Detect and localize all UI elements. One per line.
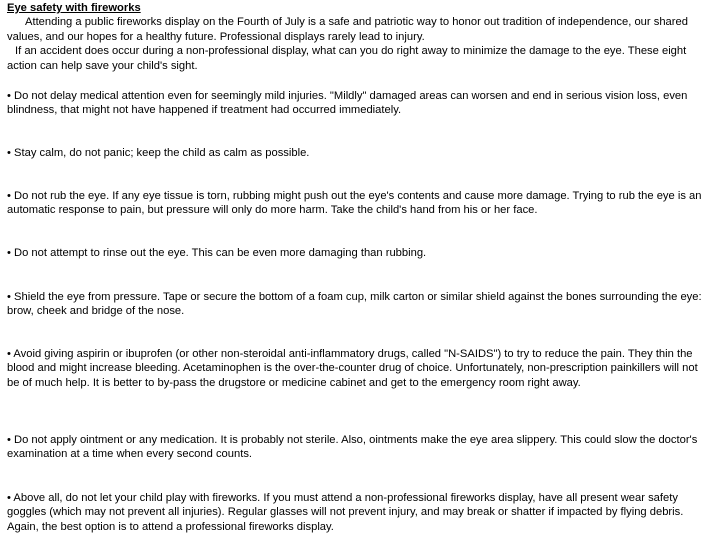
bullet-item: • Do not rub the eye. If any eye tissue is torn, rubbing might push out the eye's contents and cause more damage. Trying to rub the eye is an automatic response to pain, but pressure will only do more harm. Take the child's hand from his or her face. bbox=[7, 190, 702, 217]
bullet-item: • Stay calm, do not panic; keep the child as calm as possible. bbox=[7, 147, 310, 159]
document-title: Eye safety with fireworks bbox=[7, 2, 141, 14]
bullet-item: • Avoid giving aspirin or ibuprofen (or other non-steroidal anti-inflammatory drugs, called "N-SAIDS") to try to reduce the pain. They thin the blood and might increase bleeding. Acetaminophen is the over-the-counter drug of choice. Unfortunately, non-prescription painkillers will not be of much help. It is better to by-pass the drugstore or medicine cabinet and get to the emergency room right away. bbox=[7, 348, 698, 389]
bullet-item: • Do not delay medical attention even for seemingly mild injuries. "Mildly" damaged areas can worsen and end in serious vision loss, even blindness, that might not have happened if treatment had occurred immediately. bbox=[7, 90, 688, 117]
intro-paragraph: Attending a public fireworks display on the Fourth of July is a safe and patriotic way to honor out tradition of independence, our shared values, and our hopes for a healthy future. Professional displays rarely lead to injury. bbox=[7, 16, 688, 43]
intro-paragraph: If an accident does occur during a non-professional display, what can you do right away to minimize the damage to the eye. These eight action can help save your child's sight. bbox=[7, 45, 687, 72]
bullet-item: • Do not apply ointment or any medication. It is probably not sterile. Also, ointments make the eye area slippery. This could slow the doctor's examination at a time when every second counts. bbox=[7, 434, 698, 461]
bullet-item: • Do not attempt to rinse out the eye. This can be even more damaging than rubbing. bbox=[7, 247, 427, 259]
bullet-item: • Above all, do not let your child play with fireworks. If you must attend a non-professional fireworks display, have all present wear safety goggles (which may not prevent all injuries). Regular glasses will not prevent injury, and may break or shatter if impacted by flying debris. Again, the best option is to attend a professional fireworks display. bbox=[7, 492, 684, 533]
bullet-item: • Shield the eye from pressure. Tape or secure the bottom of a foam cup, milk carton or similar shield against the bones surrounding the eye: brow, cheek and bridge of the nose. bbox=[7, 291, 702, 318]
document-page bbox=[7, 1, 713, 73]
